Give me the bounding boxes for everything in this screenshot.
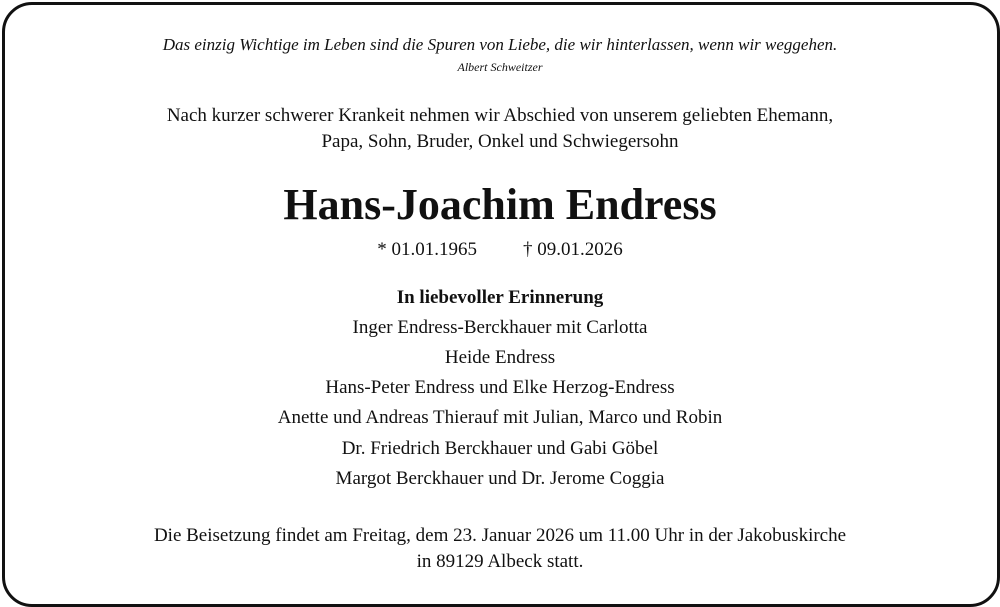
mourner-line: Hans-Peter Endress und Elke Herzog-Endress — [325, 377, 675, 398]
life-dates — [0, 238, 1000, 262]
funeral-info-line-1: Die Beisetzung findet am Freitag, dem 23. Januar 2026 um 11.00 Uhr in der Jakobuskirche — [153, 525, 847, 546]
deceased-name: Hans-Joachim Endress — [283, 180, 717, 229]
mourner-line: Dr. Friedrich Berckhauer und Gabi Göbel — [341, 438, 659, 459]
mourner-line: Heide Endress — [444, 347, 556, 368]
death-date: † 09.01.2026 — [523, 239, 623, 260]
mourner-line: Inger Endress-Berckhauer mit Carlotta — [352, 317, 648, 338]
mourner-line: Margot Berckhauer und Dr. Jerome Coggia — [335, 468, 665, 489]
intro-line-1: Nach kurzer schwerer Krankeit nehmen wir Abschied von unserem geliebten Ehemann, — [166, 105, 834, 126]
birth-date: * 01.01.1965 — [377, 239, 477, 260]
mourners-heading: In liebevoller Erinnerung — [396, 287, 604, 308]
epigraph-author: Albert Schweitzer — [457, 60, 543, 74]
funeral-info-line-2: in 89129 Albeck statt. — [416, 551, 584, 572]
mourner-line: Anette und Andreas Thierauf mit Julian, Marco und Robin — [277, 407, 723, 428]
epigraph-quote: Das einzig Wichtige im Leben sind die Spuren von Liebe, die wir hinterlassen, wenn wir weggehen. — [162, 35, 838, 54]
intro-line-2: Papa, Sohn, Bruder, Onkel und Schwiegersohn — [321, 131, 679, 152]
